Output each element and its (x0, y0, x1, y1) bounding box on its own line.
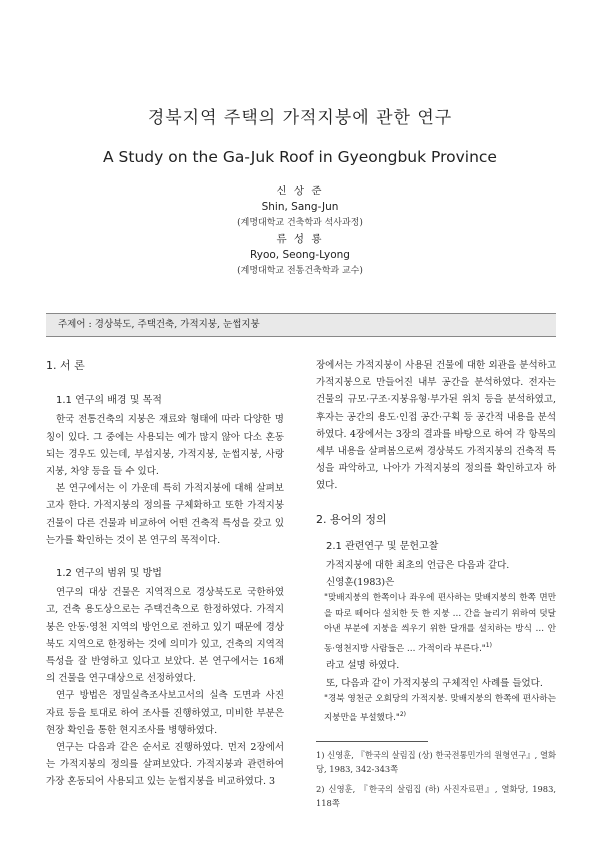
section-1-heading: 1. 서 론 (46, 359, 85, 372)
section-2-1-line-4: 또, 다음과 같이 가적지붕의 구체적인 사례를 들었다. (326, 677, 543, 689)
author-2-name-korean: 류 성 룡 (276, 233, 324, 245)
author-2-affiliation: (계명대학교 전통건축학과 교수) (237, 266, 363, 276)
spacer (316, 495, 556, 511)
footnote-2: 2) 신영훈, 『한국의 살림집 (하) 사진자료편』, 열화당, 1983, 118쪽 (316, 783, 556, 808)
citation-quote-1 (316, 591, 556, 657)
section-1-2-paragraph-3: 연구는 다음과 같은 순서로 진행하였다. 먼저 2장에서는 가적지붕의 정의를 살펴보았다. 가적지붕과 관련하여 가장 혼동되어 사용되고 있는 눈썹지붕을 비교하였다. 3 (46, 742, 284, 788)
author-1-name-english: Shin, Sang-Jun (261, 201, 339, 213)
section-2-1-line-2: 신영훈(1983)은 (326, 577, 395, 589)
author-2-name-english: Ryoo, Seong-Lyong (250, 249, 350, 261)
section-1-2-paragraph-1: 연구의 대상 건물은 지역적으로 경상북도로 국한하였고, 건축 용도상으로는 주택건축으로 한정하였다. 가적지붕은 안동·영천 지역의 방언으로 전하고 있기 때문에 경상북도 지역으로 한정하는 것에 의미가 있고, 건축의 지역적 특성을 잘 반영하고 있다고 보았다. 본 연구에서는 16채의 건물을 연구대상으로 선정하였다. (46, 587, 284, 685)
footnote-divider (316, 741, 428, 742)
paper-title-korean: 경북지역 주택의 가적지붕에 관한 연구 (147, 108, 453, 128)
author-block (0, 183, 600, 279)
keywords-box: 주제어 : 경상북도, 주택건축, 가적지붕, 눈썹지붕 (46, 313, 556, 337)
author-1-name-korean: 신 상 준 (276, 185, 324, 197)
section-2-1-line-3: 라고 설명 하였다. (326, 660, 400, 672)
spacer (46, 549, 284, 565)
section-1-1-paragraph-1: 한국 전통건축의 지붕은 재료와 형태에 따라 다양한 명칭이 있다. 그 중에는 사용되는 예가 많지 않아 다소 혼동되는 경우도 있는데, 부섭지붕, 가적지붕, 눈썹지붕, 사랑지붕, 차양 등을 들 수 있다. (46, 414, 284, 478)
author-1-affiliation: (계명대학교 건축학과 석사과정) (237, 218, 363, 228)
footnote-ref-1: 1) (485, 641, 492, 649)
section-1-1-heading: 1.1 연구의 배경 및 목적 (56, 395, 162, 407)
section-1-2-paragraph-2: 연구 방법은 정밀실측조사보고서의 실측 도면과 사진 자료 등을 토대로 하여 조사를 진행하였고, 미비한 부분은 현장 확인을 통한 현지조사를 병행하였다. (46, 690, 284, 736)
section-1-2-continuation: 장에서는 가적지붕이 사용된 건물에 대한 외관을 분석하고 가적지붕으로 만들어진 내부 공간을 분석하였다. 전자는 건물의 규모·구조·지붕유형·부가된 위치 등을 분석하였고, 후자는 공간의 용도·인접 공간·구획 등 공간적 내용을 분석하였다. 4장에서는 3장의 결과를 바탕으로 하여 각 항목의 세부 내용을 살펴봄으로써 경상북도 가적지붕의 건축적 특성을 파악하고, 나아가 가적지붕의 정의를 확인하고자 하였다. (316, 360, 556, 492)
section-1-1-paragraph-2: 본 연구에서는 이 가운데 특히 가적지붕에 대해 살펴보고자 한다. 가적지붕의 정의를 구체화하고 또한 가적지붕 건물이 다른 건물과 비교하여 어떤 건축적 특성을 갖고 있는가를 확인하는 것이 본 연구의 목적이다. (46, 483, 284, 546)
citation-quote-2 (316, 692, 556, 727)
footnote-ref-2: 2) (399, 711, 407, 719)
right-column (316, 357, 556, 816)
citation-quote-2-text: "경북 영천군 오회당의 가적지붕. 맞배지붕의 한쪽에 편사하는 지붕만을 부설했다." (324, 693, 556, 724)
section-2-heading: 2. 용어의 정의 (316, 512, 387, 526)
section-2-1-heading: 2.1 관련연구 및 문헌고찰 (326, 540, 439, 552)
section-2-1-line-1: 가적지붕에 대한 최초의 언급은 다음과 같다. (326, 560, 510, 572)
paper-title-english: A Study on the Ga-Juk Roof in Gyeongbuk Province (103, 148, 497, 166)
section-1-2-heading: 1.2 연구의 범위 및 방법 (56, 568, 162, 580)
citation-quote-1-text: "맞배지붕의 한쪽이나 좌우에 편사하는 맞배지붕의 한쪽 면만을 따로 떼어다 설치한 듯 한 지붕 … 간을 늘리기 위하여 덧달아낸 부분에 지붕을 씌우기 위한 달개를 설치하는 방식 … 안동·영천지방 사람들은 … 가적이라 부른다." (324, 593, 556, 654)
footnote-1: 1) 신영훈, 『한국의 살림집 (상) 한국전통민가의 원형연구』, 열화당, 1983, 342-343쪽 (316, 749, 556, 774)
left-column (46, 357, 284, 791)
